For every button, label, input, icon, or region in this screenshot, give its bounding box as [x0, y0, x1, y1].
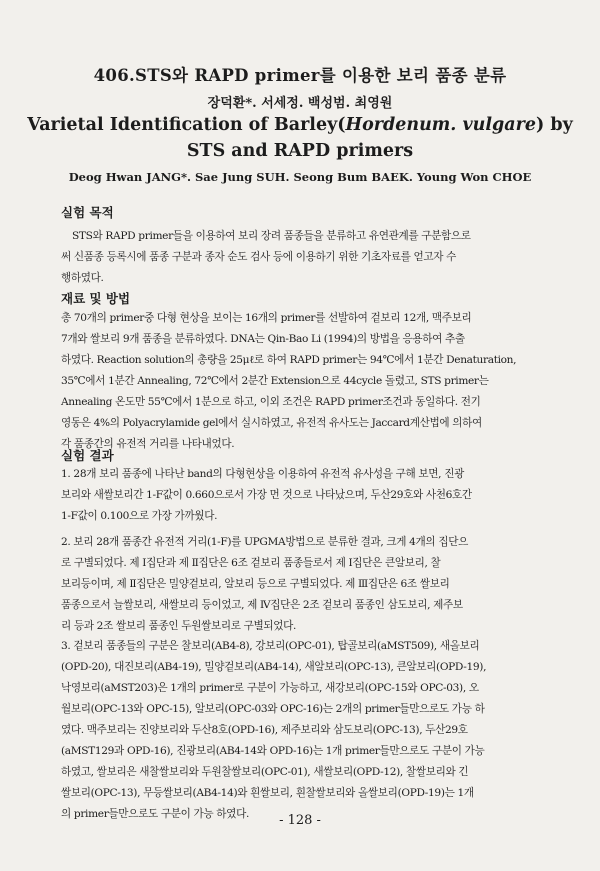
results-p2-line: 품종으로서 늘쌀보리, 새쌀보리 등이었고, 제 Ⅳ집단은 2조 겉보리 품종인 삼도보리, 제주보 [61, 599, 463, 611]
authors-english: Deog Hwan JANG*. Sae Jung SUH. Seong Bum BAEK. Young Won CHOE [68, 170, 532, 184]
methods-line: 각 품종간의 유전적 거리를 나타내었다. [61, 438, 235, 450]
results-p2-line: 로 구별되었다. 제 Ⅰ집단과 제 Ⅱ집단은 6조 겉보리 품종들로서 제 Ⅰ집단은 큰알보리, 찰 [61, 557, 441, 569]
results-p2-line: 리 등과 2조 쌀보리 품종인 두원쌀보리로 구별되었다. [61, 620, 297, 632]
title-english-pre: Varietal Identification of Barley( [27, 115, 346, 135]
results-p3-line: 3. 겉보리 품종들의 구분은 찰보리(AB4-8), 강보리(OPC-01), 탑골보리(aMST509), 새올보리 [61, 640, 480, 652]
methods-line: 35℃에서 1분간 Annealing, 72℃에서 2분간 Extension으로 44cycle 돌렸고, STS primer는 [61, 375, 489, 387]
results-p1-line: 보리와 새쌀보리간 1-F값이 0.660으로서 가장 먼 것으로 나타났으며, 두산29호와 사천6호간 [61, 489, 472, 501]
title-english-post: ) by [535, 115, 573, 135]
title-korean: 406.STS와 RAPD primer를 이용한 보리 품종 분류 [93, 66, 507, 85]
results-p3-line: 의 primer들만으로도 구분이 가능 하였다. [61, 808, 249, 820]
results-p1-line: 1-F값이 0.100으로 가장 가까웠다. [61, 510, 218, 522]
results-p3-line: 낙영보리(aMST203)은 1개의 primer로 구분이 가능하고, 새강보리(OPC-15와 OPC-03), 오 [61, 682, 479, 694]
purpose-line: 행하였다. [61, 272, 104, 284]
results-p3-line: (aMST129과 OPD-16), 진광보리(AB4-14와 OPD-16)는 1개 primer들만으로도 구분이 가능 [61, 745, 485, 757]
methods-line: 하였다. Reaction solution의 총량을 25μℓ로 하여 RAPD primer는 94℃에서 1분간 Denaturation, [61, 354, 517, 366]
results-heading: 실험 결과 [61, 448, 114, 463]
results-p3-line: (OPD-20), 대진보리(AB4-19), 밀양겉보리(AB4-14), 새알보리(OPC-13), 큰알보리(OPD-19), [61, 661, 487, 673]
title-english-line-1 [0, 115, 600, 135]
results-p2-line: 보리등이며, 제 Ⅱ집단은 밀양겉보리, 알보리 등으로 구별되었다. 제 Ⅲ집단은 6조 쌀보리 [61, 578, 450, 590]
methods-line: 총 70개의 primer중 다형 현상을 보이는 16개의 primer를 선발하여 겉보리 12개, 맥주보리 [61, 312, 472, 324]
methods-line: 7개와 쌀보리 9개 품종을 분류하였다. DNA는 Qin-Bao Li (1994)의 방법을 응용하여 추출 [61, 333, 465, 345]
purpose-line: STS와 RAPD primer들을 이용하여 보리 장려 품종들을 분류하고 유연관계를 구분함으로 [72, 230, 471, 242]
results-p3-line: 쌀보리(OPC-13), 무등쌀보리(AB4-14)와 흰쌀보리, 흰찰쌀보리와 올쌀보리(OPD-19)는 1개 [61, 787, 474, 799]
results-p2-line: 2. 보리 28개 품종간 유전적 거리(1-F)를 UPGMA방법으로 분류한 결과, 크게 4개의 집단으 [61, 536, 468, 548]
purpose-line: 써 신품종 등록시에 품종 구분과 종자 순도 검사 등에 이용하기 위한 기초자료를 얻고자 수 [61, 251, 457, 263]
results-p3-line: 월보리(OPC-13와 OPC-15), 알보리(OPC-03와 OPC-16)는 2개의 primer들만으로도 가능 하 [61, 703, 485, 715]
purpose-heading: 실험 목적 [61, 205, 114, 220]
authors-korean: 장덕환*. 서세정. 백성범. 최영원 [207, 96, 393, 111]
methods-heading: 재료 및 방법 [61, 291, 131, 306]
page-number: - 128 - [279, 813, 321, 828]
title-english-species: Hordenum. vulgare [345, 115, 536, 135]
title-english-line-2: STS and RAPD primers [186, 141, 414, 161]
results-p3-line: 였다. 맥주보리는 진양보리와 두산8호(OPD-16), 제주보리와 삼도보리(OPC-13), 두산29호 [61, 724, 468, 736]
methods-line: 영동은 4%의 Polyacrylamide gel에서 실시하였고, 유전적 유사도는 Jaccard계산법에 의하여 [61, 417, 482, 429]
results-p3-line: 하였고, 쌀보리은 새찰쌀보리와 두원찰쌀보리(OPC-01), 새쌀보리(OPD-12), 찰쌀보리와 긴 [61, 766, 469, 778]
results-p1-line: 1. 28개 보리 품종에 나타난 band의 다형현상을 이용하여 유전적 유사성을 구해 보면, 진광 [61, 468, 464, 480]
methods-line: Annealing 온도만 55℃에서 1분으로 하고, 이외 조건은 RAPD primer조건과 동일하다. 전기 [61, 396, 481, 408]
